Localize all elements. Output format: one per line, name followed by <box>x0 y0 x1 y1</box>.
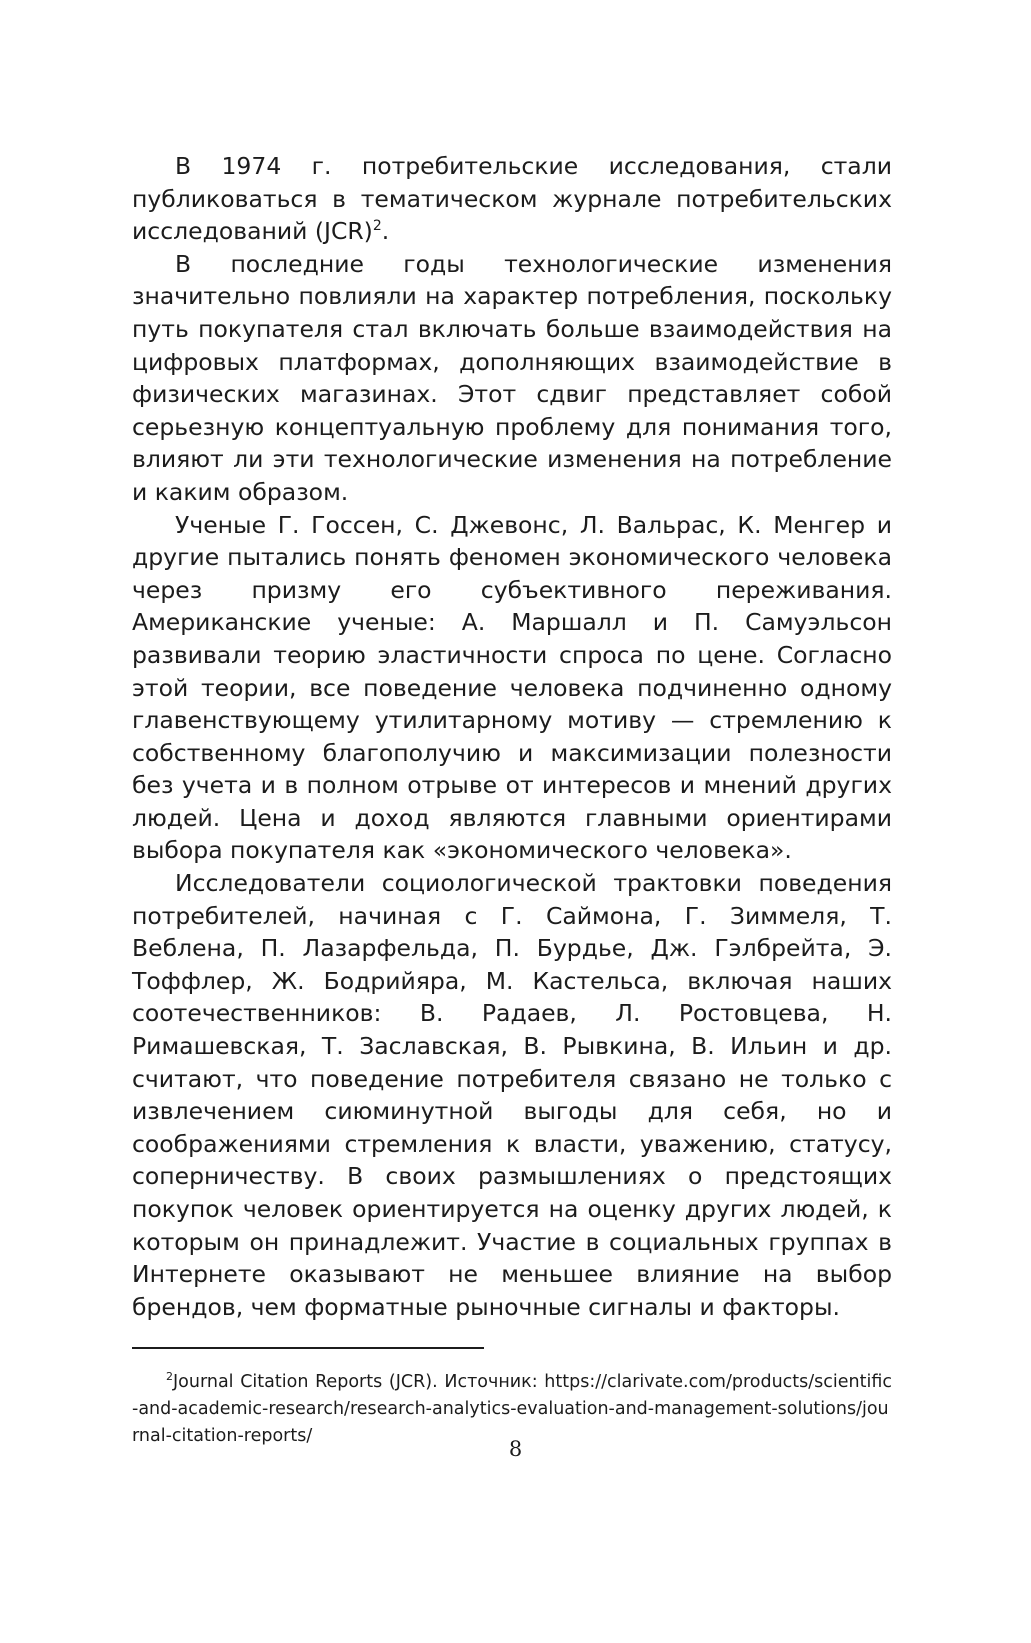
paragraph-3: Ученые Г. Госсен, С. Джевонс, Л. Вальрас, К. Менгер и другие пытались понять феномен экономического человека через призму его субъективного переживания. Американские ученые: А. Маршалл и П. Самуэльсон развивали теорию эластичности спроса по цене. Согласно этой теории, все поведение человека подчиненно одному главенствующему утилитарному мотиву — стремлению к собственному благополучию и максимизации полезности без учета и в полном отрыве от интересов и мнений других людей. Цена и доход являются главными ориентирами выбора покупателя как «экономического человека». <box>132 510 892 865</box>
paragraph-4: Исследователи социологической трактовки поведения потребителей, начиная с Г. Саймона, Г. Зиммеля, Т. Веблена, П. Лазарфельда, П. Бурдье, Дж. Гэлбрейта, Э. Тоффлер, Ж. Бодрийяра, М. Кастельса, включая наших соотечественников: В. Радаев, Л. Ростовцева, Н. Римашевская, Т. Заславская, В. Рывкина, В. Ильин и др. считают, что поведение потребителя связано не только с извлечением сиюминутной выгоды для себя, но и соображениями стремления к власти, уважению, статусу, соперничеству. В своих размышлениях о предстоящих покупок человек ориентируется на оценку других людей, к которым он принадлежит. Участие в социальных группах в Интернете оказывают не меньшее влияние на выбор брендов, чем форматные рыночные сигналы и факторы. <box>132 869 892 1321</box>
paragraph-1-tail: . <box>381 217 390 246</box>
footnote-text: Journal Citation Reports (JCR). Источник: https://clarivate.com/products/scientific-and-academic-research/research-analytics-evaluation-and-management-solutions/journal-citation-reports/ <box>132 1372 892 1447</box>
paragraph-2: В последние годы технологические изменения значительно повлияли на характер потребления, поскольку путь покупателя стал включать больше взаимодействия на цифровых платформах, дополняющих взаимодействие в физических магазинах. Этот сдвиг представляет собой серьезную концептуальную проблему для понимания того, влияют ли эти технологические изменения на потребление и каким образом. <box>132 249 892 506</box>
paragraph-1 <box>132 150 892 248</box>
footnote-marker: 2 <box>166 1370 173 1384</box>
paragraph-1-text: В 1974 г. потребительские исследования, стали публиковаться в тематическом журнале потребительских исследований (JCR) <box>132 152 892 246</box>
footnote-reference[interactable]: 2 <box>372 218 382 235</box>
page-number: 8 <box>508 1437 523 1461</box>
page-body <box>132 150 892 1450</box>
footnote-separator <box>132 1347 484 1349</box>
